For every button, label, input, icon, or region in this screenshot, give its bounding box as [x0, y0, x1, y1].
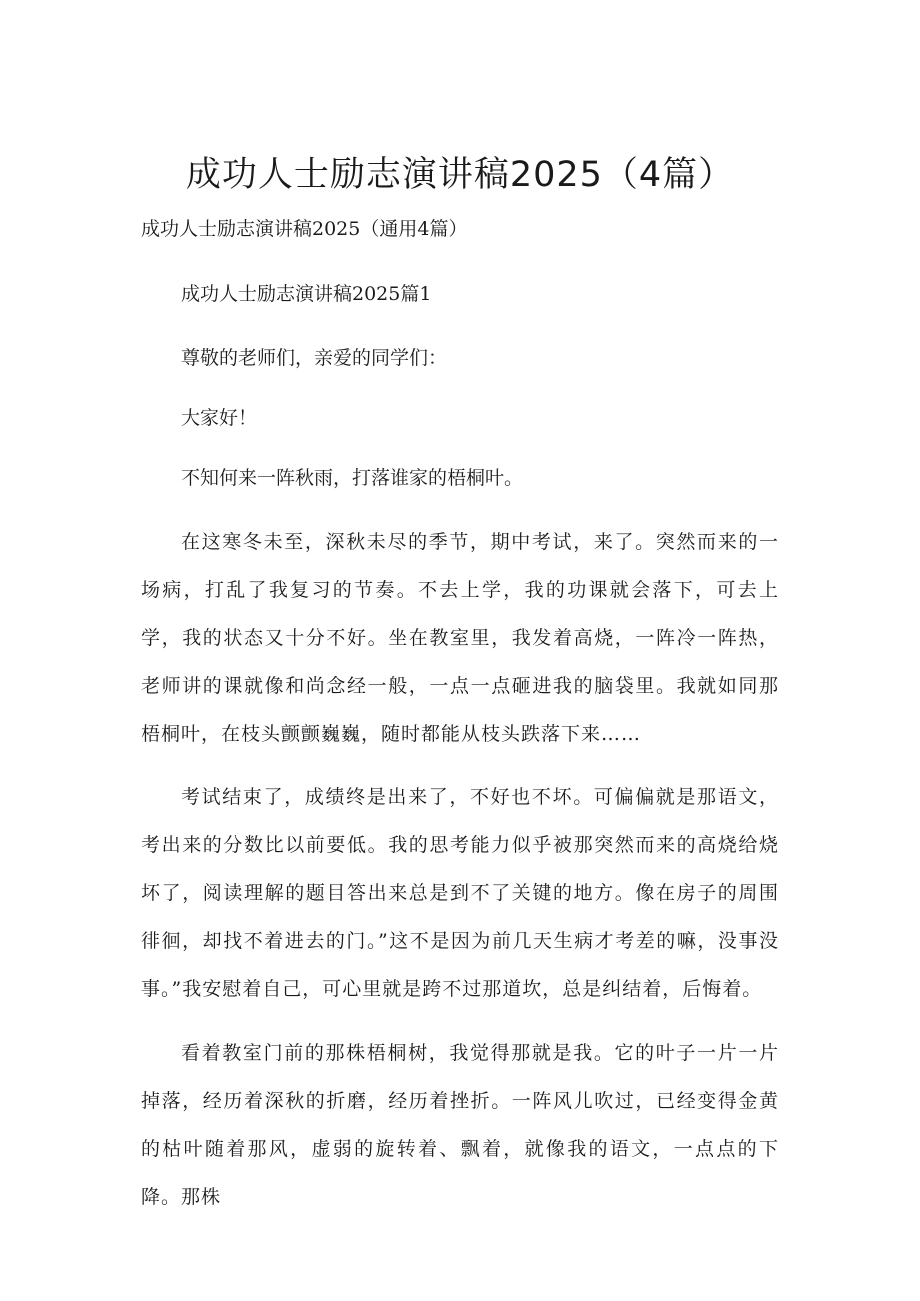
document-subtitle: 成功人士励志演讲稿2025（通用4篇）: [141, 218, 468, 240]
salutation: 尊敬的老师们，亲爱的同学们：: [181, 347, 448, 369]
section-heading: 成功人士励志演讲稿2025篇1: [181, 283, 432, 305]
opening-line: 不知何来一阵秋雨，打落谁家的梧桐叶。: [181, 467, 524, 489]
hello-line: 大家好！: [181, 407, 258, 429]
body-paragraph: 考试结束了，成绩终是出来了，不好也不坏。可偏偏就是那语文，考出来的分数比以前要低。我的思考能力似乎被那突然而来的高烧给烧坏了，阅读理解的题目答出来总是到不了关键的地方。像在房子的周围徘徊，却找不着进去的门。”这不是因为前几天生病才考差的嘛，没事没事。”我安慰着自己，可心里就是跨不过那道坎，总是纠结着，后悔着。: [141, 786, 779, 1000]
document-title: 成功人士励志演讲稿2025（4篇）: [185, 155, 735, 195]
body-paragraph: 看着教室门前的那株梧桐树，我觉得那就是我。它的叶子一片一片掉落，经历着深秋的折磨，经历着挫折。一阵风儿吹过，已经变得金黄的枯叶随着那风，虚弱的旋转着、飘着，就像我的语文，一点点的下降。那株: [141, 1042, 779, 1208]
body-paragraph: 在这寒冬未至，深秋未尽的季节，期中考试，来了。突然而来的一场病，打乱了我复习的节奏。不去上学，我的功课就会落下，可去上学，我的状态又十分不好。坐在教室里，我发着高烧，一阵冷一阵热，老师讲的课就像和尚念经一般，一点一点砸进我的脑袋里。我就如同那梧桐叶，在枝头颤颤巍巍，随时都能从枝头跌落下来……: [141, 531, 779, 745]
